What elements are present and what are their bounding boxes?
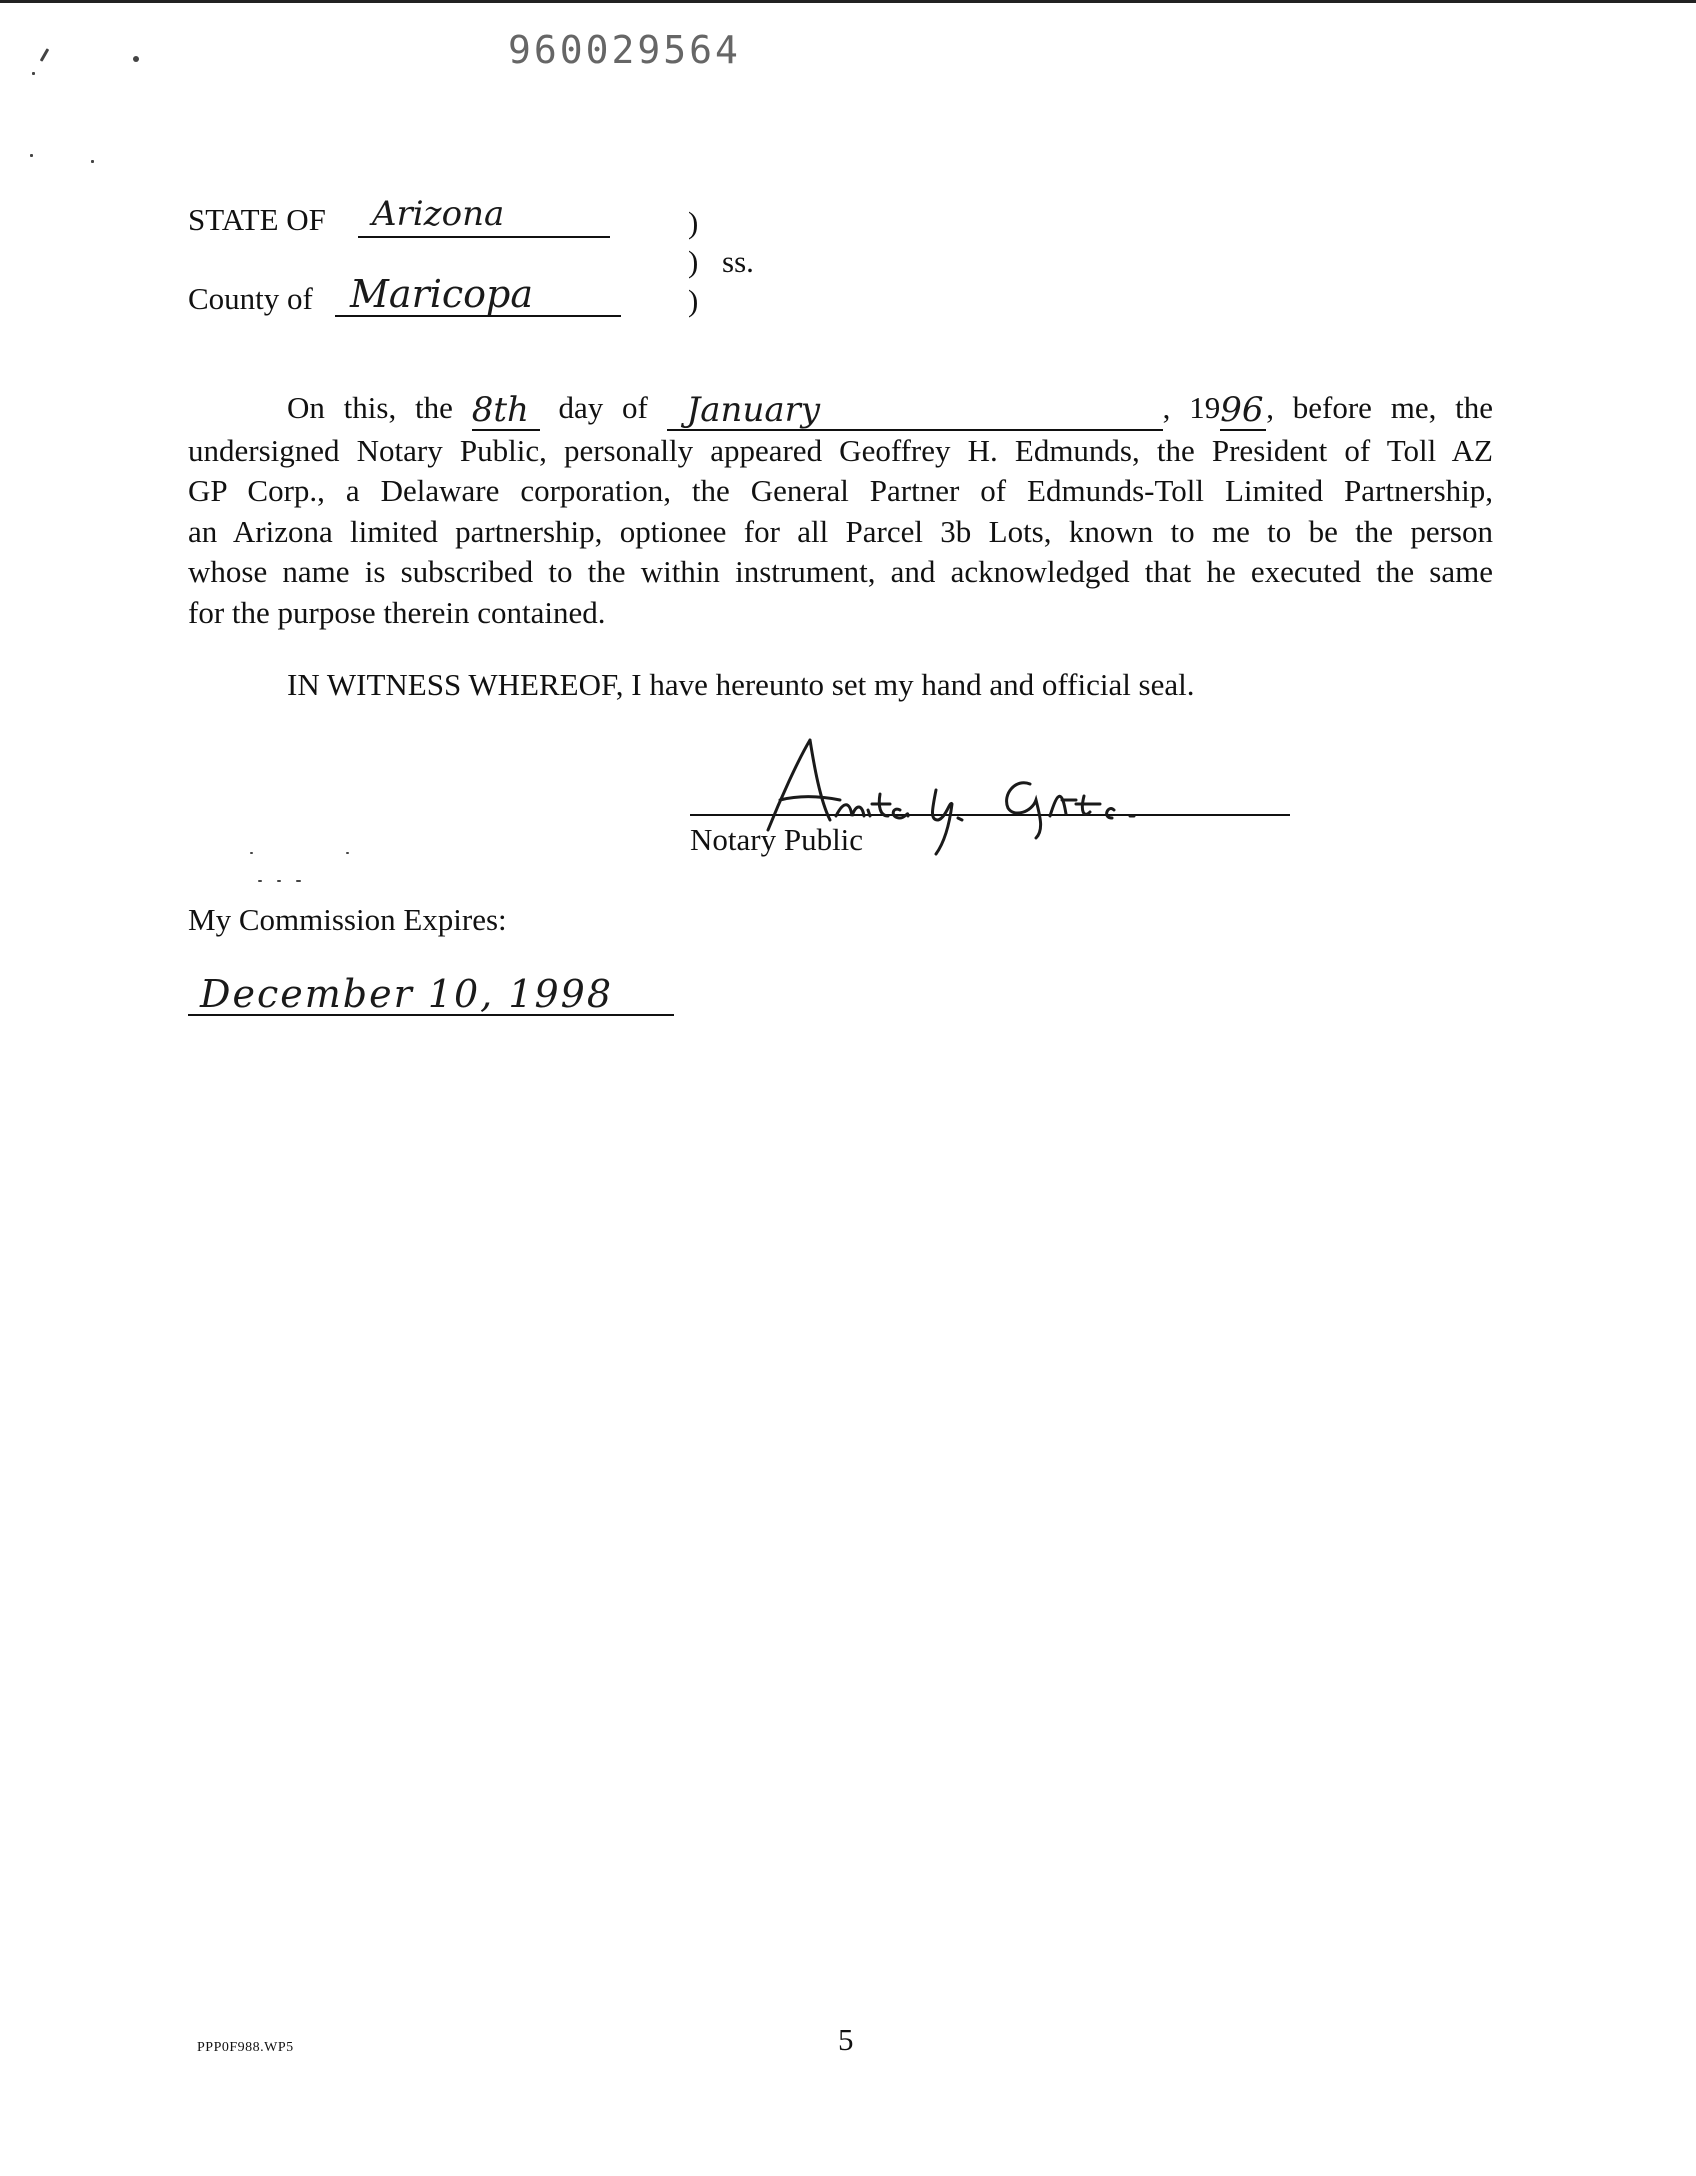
state-label: STATE OF xyxy=(188,202,326,237)
scan-speck xyxy=(133,56,139,62)
acknowledgment-paragraph xyxy=(188,388,1493,633)
commission-expires-label: My Commission Expires: xyxy=(188,902,507,937)
state-handwritten-value: Arizona xyxy=(372,194,505,234)
scan-speck xyxy=(296,880,301,882)
scan-speck xyxy=(250,852,253,854)
venue-paren: ) xyxy=(688,244,699,279)
year-handwritten-value: 96 xyxy=(1220,389,1264,430)
text-on-this: On this, the xyxy=(287,390,453,425)
scan-speck xyxy=(91,160,94,163)
scan-speck xyxy=(258,880,262,882)
witness-clause: IN WITNESS WHEREOF, I have hereunto set my hand and official seal. xyxy=(287,667,1195,702)
day-handwritten-value: 8th xyxy=(471,389,529,430)
acknowledgment-line-4: an Arizona limited partnership, optionee for all Parcel 3b Lots, known to me to be the person xyxy=(188,513,1493,549)
ss-label: ss. xyxy=(722,244,754,279)
county-label: County of xyxy=(188,281,313,316)
county-handwritten-value: Maricopa xyxy=(350,272,534,316)
top-border xyxy=(0,0,1696,3)
scan-speck xyxy=(40,48,50,62)
venue-paren: ) xyxy=(688,283,699,318)
acknowledgment-line-5: whose name is subscribed to the within instrument, and acknowledged that he executed the same xyxy=(188,554,1493,589)
acknowledgment-line-1 xyxy=(188,388,1493,431)
commission-handwritten-value: December 10, 1998 xyxy=(200,972,614,1016)
month-blank xyxy=(667,388,1163,431)
year-blank xyxy=(1220,388,1266,431)
state-fill-line xyxy=(358,236,610,238)
page-number: 5 xyxy=(838,2022,854,2057)
acknowledgment-line-2: undersigned Notary Public, personally appeared Geoffrey H. Edmunds, the President of Toll AZ xyxy=(188,432,1493,468)
scan-speck xyxy=(32,72,35,75)
text-day-of: day of xyxy=(558,390,648,425)
venue-paren: ) xyxy=(688,205,699,240)
file-code: PPP0F988.WP5 xyxy=(197,2040,294,2055)
scan-speck xyxy=(277,880,281,882)
month-handwritten-value: January xyxy=(686,389,821,430)
acknowledgment-line-6: for the purpose therein contained. xyxy=(188,594,606,630)
text-before-me: , before me, the xyxy=(1266,390,1493,425)
scan-speck xyxy=(30,154,33,157)
text-year-prefix: , 19 xyxy=(1162,390,1221,425)
document-id-stamp: 960029564 xyxy=(508,28,741,72)
day-blank xyxy=(472,388,540,431)
scan-speck xyxy=(346,852,349,854)
notary-public-label: Notary Public xyxy=(690,822,864,857)
acknowledgment-line-3: GP Corp., a Delaware corporation, the General Partner of Edmunds-Toll Limited Partnership, xyxy=(188,473,1493,508)
